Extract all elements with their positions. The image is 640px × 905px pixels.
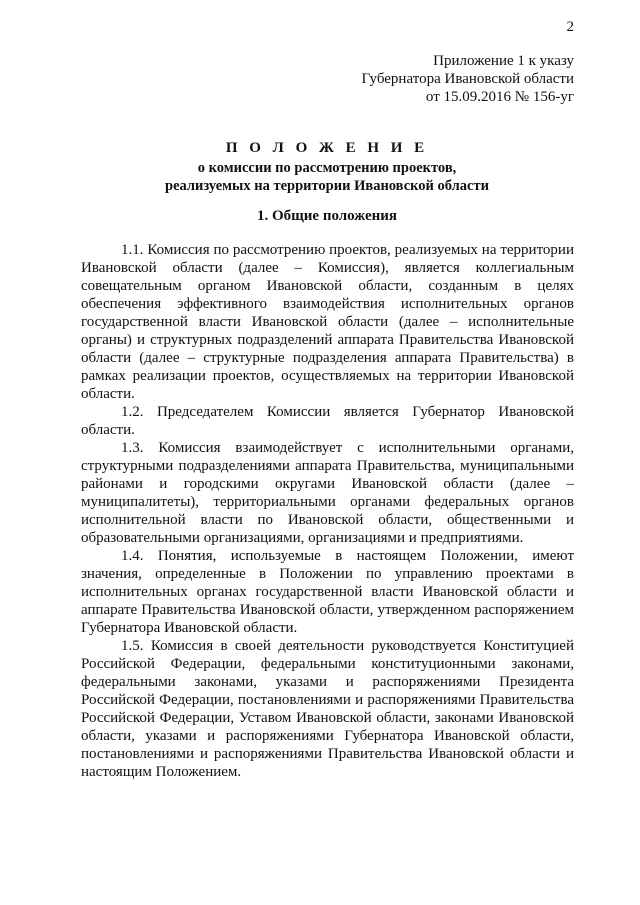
paragraph-1-3: 1.3. Комиссия взаимодействует с исполнительными органами, структурными подразделениями аппарата Правительства, муниципальными районами и городскими округами Ивановской области (далее – муниципалитеты), территориальными органами федеральных органов исполнительной власти по Ивановской области, общественными и образовательными организациями, организациями и предприятиями. [81,440,574,546]
document-heading [80,138,574,195]
document-body [81,241,574,781]
paragraph-1-2: 1.2. Председателем Комиссии является Губернатор Ивановской области. [81,404,574,438]
appendix-line-2: Губернатора Ивановской области [361,71,574,87]
appendix-line-3: от 15.09.2016 № 156-уг [425,89,574,105]
appendix-line-1: Приложение 1 к указу [433,53,574,69]
section-title: 1. Общие положения [256,208,398,224]
document-subtitle-line-1: о комиссии по рассмотрению проектов, [197,160,457,176]
appendix-block [361,52,574,106]
paragraph-1-5: 1.5. Комиссия в своей деятельности руководствуется Конституцией Российской Федерации, федеральными конституционными законами, федеральными законами, указами и распоряжениями Президента Российской Федерации, постановлениями и распоряжениями Правительства Российской Федерации, Уставом Ивановской области, законами Ивановской области, указами и распоряжениями Губернатора Ивановской области, постановлениями и распоряжениями Правительства Ивановской области и настоящим Положением. [81,638,574,780]
paragraph-1-4: 1.4. Понятия, используемые в настоящем Положении, имеют значения, определенные в Положении по управлению проектами в исполнительных органах государственной власти Ивановской области и аппарате Правительства Ивановской области, утвержденном распоряжением Губернатора Ивановской области. [81,548,574,636]
page-number: 2 [566,19,574,35]
paragraph-1-1: 1.1. Комиссия по рассмотрению проектов, реализуемых на территории Ивановской области (далее – Комиссия), является коллегиальным совещательным органом Ивановской области, созданным в целях обеспечения эффективного взаимодействия исполнительных органов государственной власти Ивановской области (далее – исполнительные органы) и структурных подразделений аппарата Правительства Ивановской области (далее – структурные подразделения аппарата Правительства) в рамках реализации проектов, осуществляемых на территории Ивановской области. [81,242,574,402]
document-subtitle-line-2: реализуемых на территории Ивановской области [165,178,489,194]
document-title: П О Л О Ж Е Н И Е [225,140,429,156]
